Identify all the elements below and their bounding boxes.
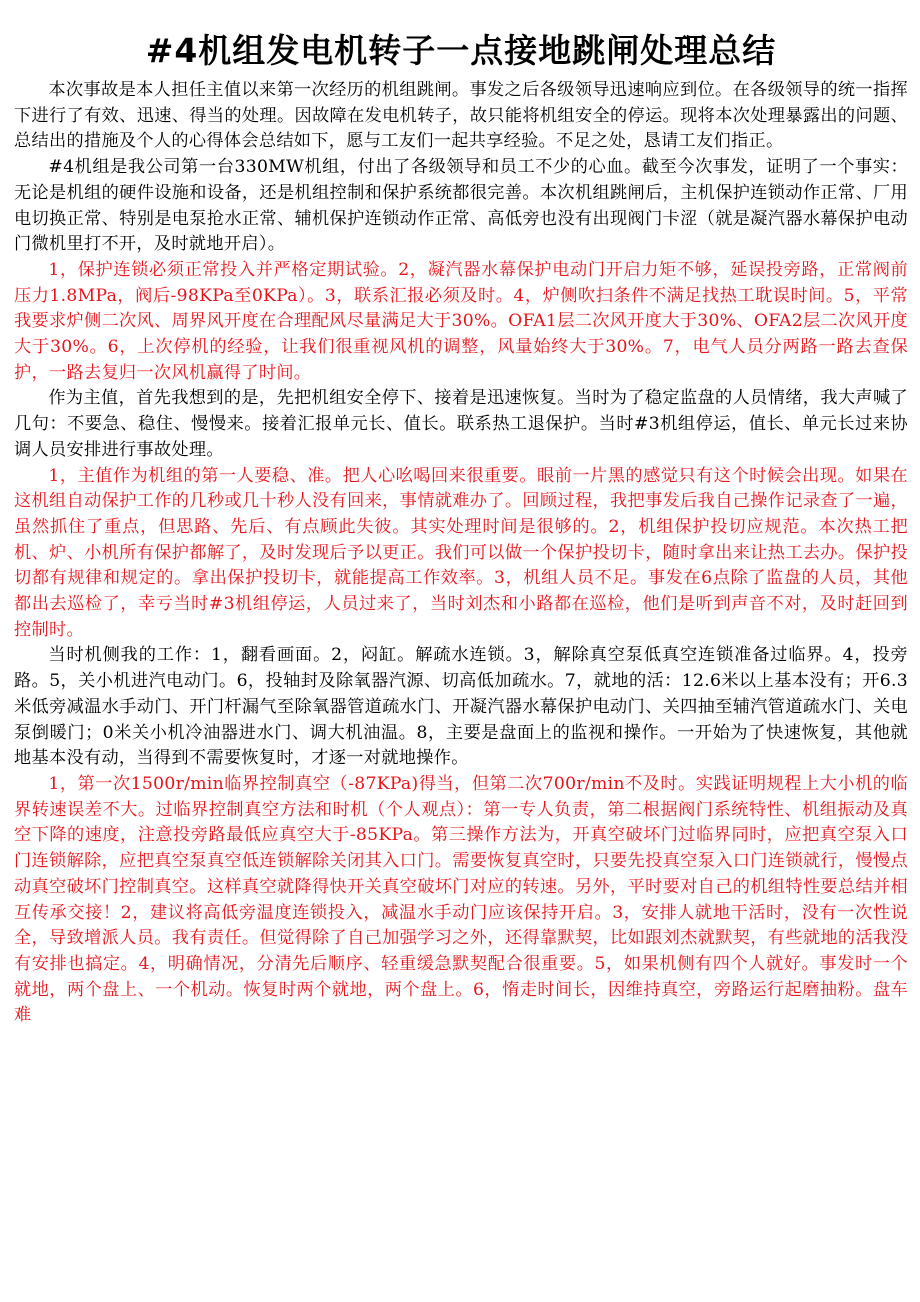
paragraph-unit-background: #4机组是我公司第一台330MW机组，付出了各级领导和员工不少的心血。截至今次事发，证明了一个事实：无论是机组的硬件设施和设备，还是机组控制和保护系统都很完善。本次机组跳闸后，主机保护连锁动作正常、厂用电切换正常、特别是电泵抢水正常、辅机保护连锁动作正常、高低旁也没有出现阀门卡涩（就是凝汽器水幕保护电动门微机里打不开，及时就地开启）。 [14, 157, 908, 255]
paragraph-turbine-side-work: 当时机侧我的工作：1，翻看画面。2，闷缸。解疏水连锁。3，解除真空泵低真空连锁准备过临界。4，投旁路。5，关小机进汽电动门。6，投轴封及除氧器汽源、切高低加疏水。7，就地的活：12.6米以上基本没有；开6.3米低旁减温水手动门、开门杆漏气至除氧器管道疏水门、开凝汽器水幕保护电动门、关四抽至辅汽管道疏水门、关电泵倒暖门；0米关小机冷油器进水门、调大机油温。8，主要是盘面上的监视和操作。一开始为了快速恢复，其他就地基本没有动，当得到不需要恢复时，才逐一对就地操作。 [14, 645, 908, 769]
paragraph-lessons-personnel: 1，主值作为机组的第一人要稳、准。把人心吆喝回来很重要。眼前一片黑的感觉只有这个时候会出现。如果在这机组自动保护工作的几秒或几十秒人没有回来，事情就难办了。回顾过程，我把事发后我自己操作记录查了一遍，虽然抓住了重点，但思路、先后、有点顾此失彼。其实处理时间是很够的。2，机组保护投切应规范。本次热工把机、炉、小机所有保护都解了，及时发现后予以更正。我们可以做一个保护投切卡，随时拿出来让热工去办。保护投切都有规律和规定的。拿出保护投切卡，就能提高工作效率。3，机组人员不足。事发在6点除了监盘的人员，其他都出去巡检了，幸亏当时#3机组停运，人员过来了，当时刘杰和小路都在巡检，他们是听到声音不对，及时赶回到控制时。 [14, 465, 908, 640]
paragraph-intro: 本次事故是本人担任主值以来第一次经历的机组跳闸。事发之后各级领导迅速响应到位。在各级领导的统一指挥下进行了有效、迅速、得当的处理。因故障在发电机转子，故只能将机组安全的停运。现将本次处理暴露出的问题、总结出的措施及个人的心得体会总结如下，愿与工友们一起共享经验。不足之处，恳请工友们指正。 [14, 80, 908, 152]
paragraph-lessons-protection: 1，保护连锁必须正常投入并严格定期试验。2，凝汽器水幕保护电动门开启力矩不够，延误投旁路，正常阀前压力1.8MPa，阀后-98KPa至0KPa）。3，联系汇报必须及时。4，炉侧吹扫条件不满足找热工耽误时间。5，平常我要求炉侧二次风、周界风开度在合理配风尽量满足大于30%。OFA1层二次风开度大于30%、OFA2层二次风开度大于30%。6，上次停机的经验，让我们很重视风机的调整，风量始终大于30%。7，电气人员分两路一路去查保护，一路去复归一次风机赢得了时间。 [14, 259, 908, 383]
document-title: #4机组发电机转子一点接地跳闸处理总结 [145, 31, 777, 70]
paragraph-lessons-vacuum-control: 1，第一次1500r/min临界控制真空（-87KPa)得当，但第二次700r/min不及时。实践证明规程上大小机的临界转速误差不大。过临界控制真空方法和时机（个人观点）：第一专人负责，第二根据阀门系统特性、机组振动及真空下降的速度，注意投旁路最低应真空大于-85KPa。第三操作方法为，开真空破坏门过临界同时，应把真空泵入口门连锁解除，应把真空泵真空低连锁解除关闭其入口门。需要恢复真空时，只要先投真空泵入口门连锁就行，慢慢点动真空破坏门控制真空。这样真空就降得快开关真空破坏门对应的转速。另外，平时要对自己的机组特性要总结并相互传承交接！2，建议将高低旁温度连锁投入，减温水手动门应该保持开启。3，安排人就地干活时，没有一次性说全，导致增派人员。我有责任。但觉得除了自己加强学习之外，还得靠默契，比如跟刘杰就默契，有些就地的活我没有安排也搞定。4，明确情况，分清先后顺序、轻重缓急默契配合很重要。5，如果机侧有四个人就好。事发时一个就地，两个盘上、一个机动。恢复时两个就地，两个盘上。6，惰走时间长，因维持真空，旁路运行起磨抽粉。盘车难 [14, 773, 908, 1026]
paragraph-shift-supervisor-actions: 作为主值，首先我想到的是，先把机组安全停下、接着是迅速恢复。当时为了稳定监盘的人员情绪，我大声喊了几句：不要急、稳住、慢慢来。接着汇报单元长、值长。联系热工退保护。当时#3机组停运，值长、单元长过来协调人员安排进行事故处理。 [14, 388, 908, 460]
